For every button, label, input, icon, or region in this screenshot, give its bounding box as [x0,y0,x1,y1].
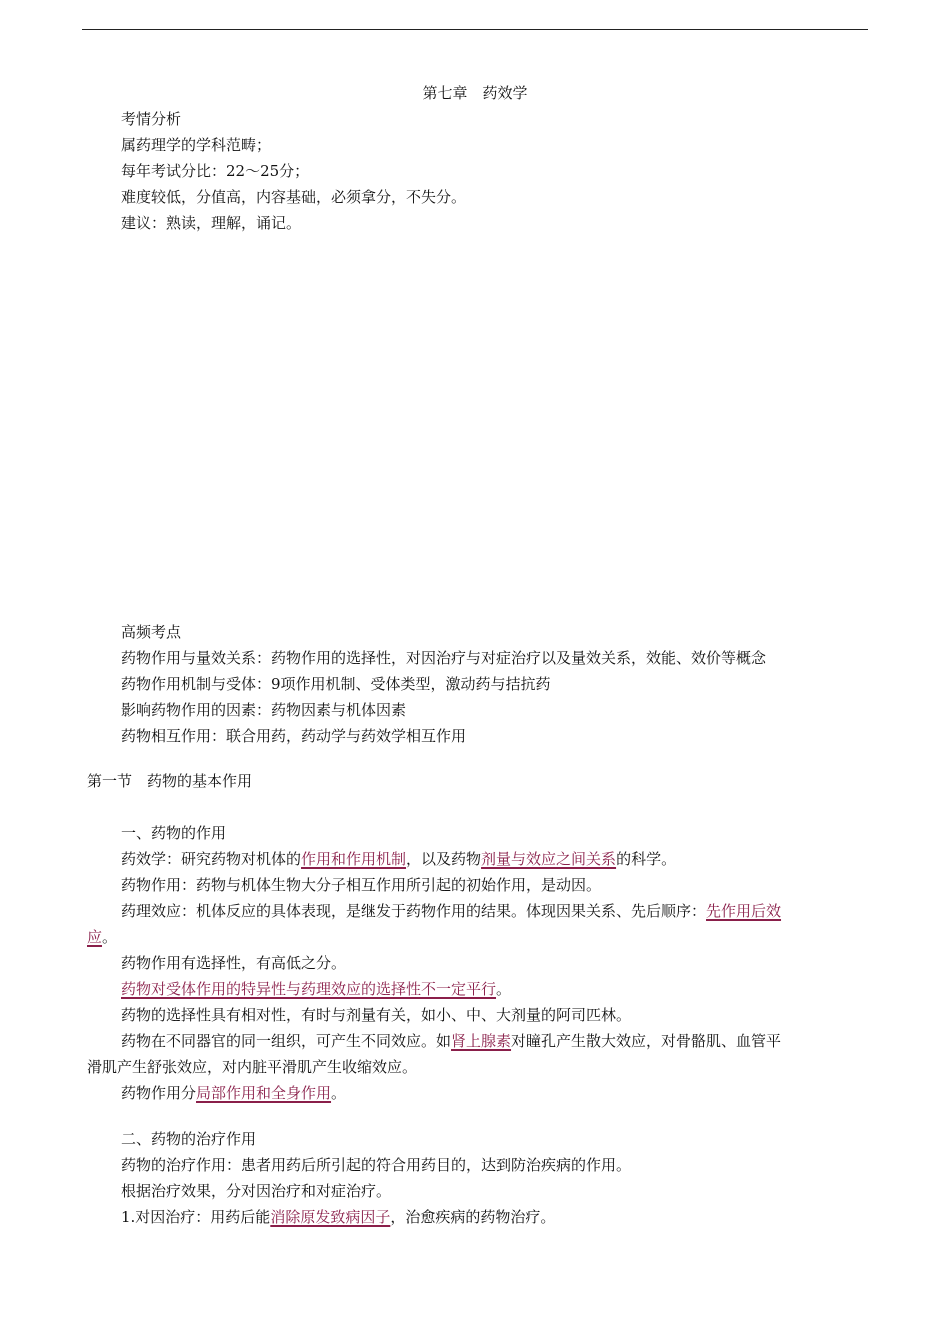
paragraph-pharmacological-effect [121,901,781,921]
text: 。 [331,1084,347,1102]
high-freq-item: 药物作用机制与受体：9项作用机制、受体类型，激动药与拮抗药 [121,675,551,693]
high-freq-item: 药物相互作用：联合用药，药动学与药效学相互作用 [121,727,467,745]
exam-analysis-heading: 考情分析 [121,110,182,128]
text: 的科学。 [616,850,677,868]
text: ，以及药物 [406,850,482,868]
paragraph-pharmacodynamics [121,849,676,869]
subsection-heading: 一、药物的作用 [121,824,227,842]
text: 药理效应：机体反应的具体表现，是继发于药物作用的结果。体现因果关系、先后顺序： [121,902,707,920]
paragraph-causal-treatment [121,1207,555,1227]
highlight: 作用和作用机制 [301,850,407,868]
subsection-heading: 二、药物的治疗作用 [121,1130,257,1148]
text: 。 [102,928,118,946]
text: 。 [496,980,512,998]
exam-analysis-item: 建议：熟读，理解，诵记。 [121,214,302,232]
text: 药物作用分 [121,1084,197,1102]
highlight: 应 [87,928,103,946]
paragraph-therapeutic-action: 药物的治疗作用：患者用药后所引起的符合用药目的，达到防治疾病的作用。 [121,1156,632,1174]
text: ，治愈疾病的药物治疗。 [390,1208,556,1226]
exam-analysis-item: 每年考试分比：22～25分； [121,162,310,180]
highlight: 剂量与效应之间关系 [481,850,617,868]
paragraph-drug-action: 药物作用：药物与机体生物大分子相互作用所引起的初始作用，是动因。 [121,876,602,894]
section-title: 第一节 药物的基本作用 [87,772,253,790]
paragraph-local-systemic [121,1083,346,1103]
highlight: 肾上腺素 [451,1032,512,1050]
highlight: 消除原发致病因子 [270,1208,391,1226]
high-freq-heading: 高频考点 [121,623,182,641]
text: 1.对因治疗：用药后能 [121,1208,271,1226]
paragraph-organ-effects [121,1031,781,1051]
exam-analysis-item: 属药理学的学科范畴； [121,136,272,154]
paragraph-relative-selectivity: 药物的选择性具有相对性，有时与剂量有关，如小、中、大剂量的阿司匹林。 [121,1006,632,1024]
text: 药物在不同器官的同一组织，可产生不同效应。如 [121,1032,452,1050]
paragraph-treatment-types: 根据治疗效果，分对因治疗和对症治疗。 [121,1182,392,1200]
paragraph-organ-effects-cont: 滑肌产生舒张效应，对内脏平滑肌产生收缩效应。 [87,1058,418,1076]
high-freq-item: 药物作用与量效关系：药物作用的选择性，对因治疗与对症治疗以及量效关系，效能、效价等概念 [121,649,767,667]
text: 药效学：研究药物对机体的 [121,850,302,868]
paragraph-specificity [121,979,511,999]
high-freq-item: 影响药物作用的因素：药物因素与机体因素 [121,701,407,719]
highlight: 局部作用和全身作用 [196,1084,332,1102]
header-rule [82,29,868,30]
chapter-title: 第七章 药效学 [422,84,528,102]
paragraph-pharmacological-effect-cont [87,927,117,947]
highlight: 药物对受体作用的特异性与药理效应的选择性不一定平行 [121,980,497,998]
exam-analysis-item: 难度较低，分值高，内容基础，必须拿分，不失分。 [121,188,467,206]
text: 对瞳孔产生散大效应，对骨骼肌、血管平 [511,1032,782,1050]
highlight: 先作用后效 [706,902,782,920]
paragraph-selectivity: 药物作用有选择性，有高低之分。 [121,954,347,972]
